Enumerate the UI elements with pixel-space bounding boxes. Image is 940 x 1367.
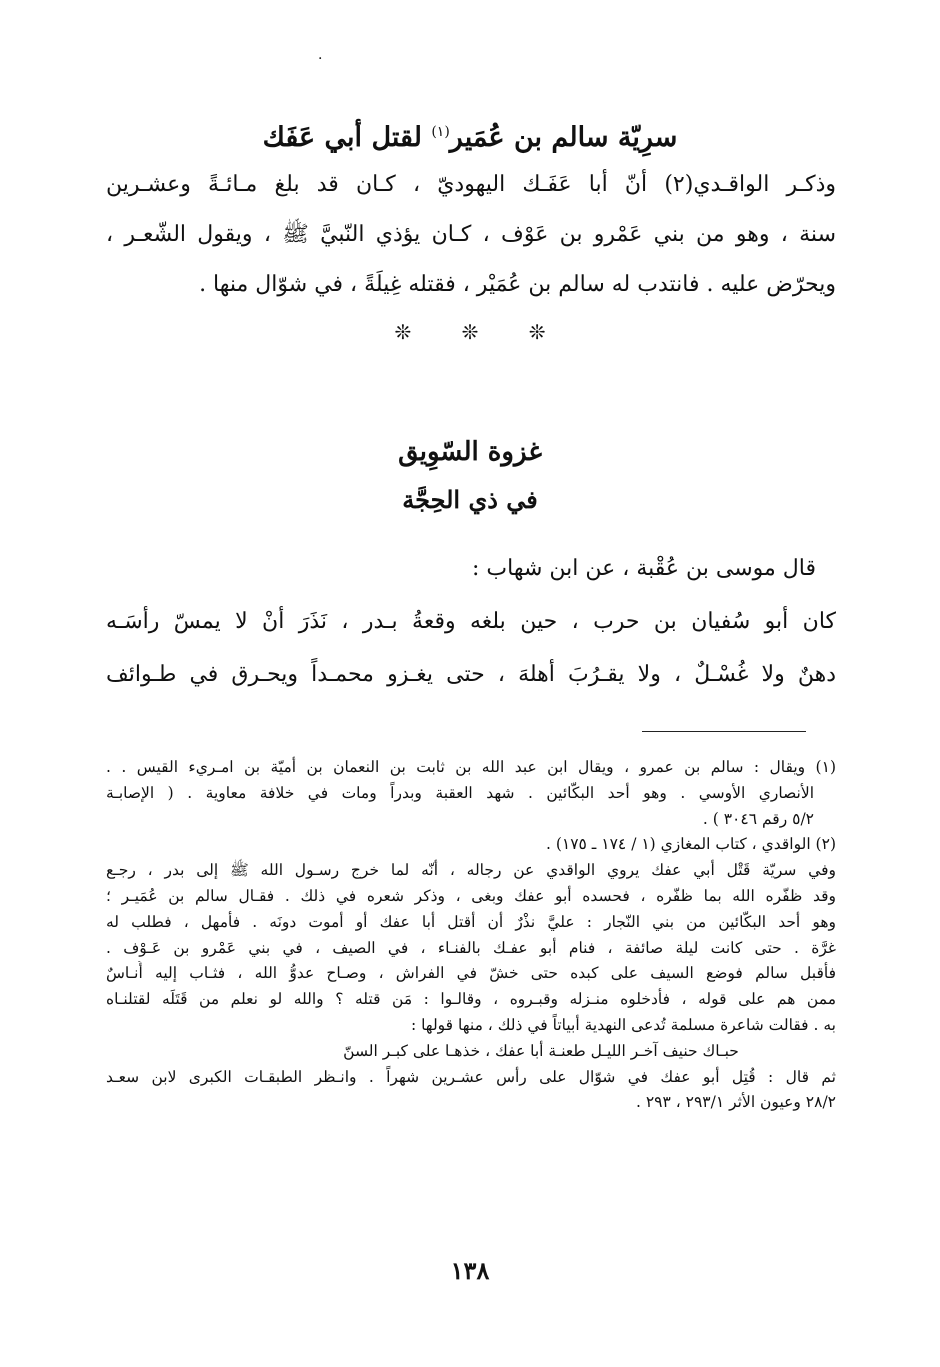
footnote-line: فأقبل سالم فوضع السيف على كبده حتى خشّ في الفراش ، وصـاح عدوُّ الله ، فثـاب إليه أُنـاسٌ	[106, 964, 836, 983]
footnote-line: ممن هم على قوله ، فأدخلوه منـزله وقبـروه ، وقالـوا : مَن قتله ؟ والله لو نعلم من قَتَلَه لقتلنـاه	[106, 990, 836, 1009]
section-separator	[0, 320, 940, 344]
section-subheading-date: في ذي الحِجَّة	[402, 485, 538, 514]
footnotes	[106, 755, 836, 1116]
footnote-divider	[642, 731, 806, 732]
footnote-line: وفي سريّة قَتْل أبي عفك يروي الواقدي عن رجاله ، أنّه لما خرج رسـول الله ﷺ إلى بدر ، رجـع	[106, 861, 836, 880]
footnote-line: وقد ظفّره الله بما ظفّره ، فحسده أبو عفك وبغى ، وذكر شعره في ذلك . فقـال سالم بن عُمَيـر ؛	[106, 886, 836, 905]
footnote-line: (١) ويقال : سالم بن عمرو ، ويقال ابن عبد الله بن ثابت بن النعمان بن أميّة بن امـريء القيس . .	[106, 758, 836, 776]
heading-text-after: لقتل أبي عَفَك	[262, 122, 432, 153]
separator-star: ❊	[528, 320, 546, 344]
paragraph-line: قال موسى بن عُقْبة ، عن ابن شهاب :	[472, 556, 816, 581]
separator-star: ❊	[461, 320, 479, 344]
paragraph-line: كان أبو سُفيان بن حرب ، حين بلغه وقعةُ بـدر ، نَذَرَ أنْ لا يمسّ رأسَـه	[106, 609, 836, 634]
paragraph-line: دهنٌ ولا غُسْـلٌ ، ولا يقـرُبَ أهلهَ ، حتى يغـزو محمـداً ويحـرق في طـوائف	[106, 662, 836, 687]
paragraph-line: وذكـر الواقـدي(٢) أنّ أبا عَفَـك اليهوديّ ، كـان قد بلغ مـائـةً وعشـرين	[106, 172, 836, 197]
ink-dot: ·	[318, 51, 323, 67]
footnote-ref-1: (١)	[431, 124, 450, 140]
paragraph-line: سنة ، وهو من بني عَمْرو بن عَوْف ، كـان يؤذي النّبيَّ ﷺ ، ويقول الشّعـر ،	[106, 222, 836, 247]
section-heading-sariyya	[105, 112, 835, 158]
section2-paragraph	[106, 544, 836, 700]
footnote-line: غرَّة . حتى كانت ليلة صائفة ، فنام أبو عفـك بالفنـاء ، في الصيف ، في بني عَمْرو بن عَـوْف .	[106, 938, 836, 957]
page-number: ١٣٨	[450, 1256, 490, 1285]
paragraph-line: ويحرّض عليه . فانتدب له سالم بن عُمَيْر ، فقتله غِيلَةً ، في شوّال منها .	[199, 272, 836, 297]
footnote-verse: حبـاك حنيف آخـر الليـل طعنـة أبا عفك ، خذهـا على كبـر السنّ	[343, 1041, 739, 1060]
footnote-line: ثم قال : قُتِل أبو عفك في شوّال على رأس عشـرين شهراً . وانـظر الطبقـات الكبرى لابن سعـد	[106, 1067, 836, 1086]
heading-text: سرِيّة سالم بن عُمَير	[449, 122, 678, 153]
footnote-line: وهو أحد البكّائين من بني النّجار : عليَّ نذْرٌ أن أقتل أبا عفك أو أموت دونَه . فأمهل ، فطلب له	[106, 912, 836, 931]
separator-star: ❊	[394, 320, 412, 344]
section-heading-sawiq: غزوة السّوِيق	[398, 437, 542, 467]
footnote-line: الأنصاري الأوسي . وهو أحد البكّائين . شهد العقبة وبدراً ومات في خلافة معاوية . ( الإصابـة	[106, 783, 814, 802]
footnote-line: (٢) الواقدي ، كتاب المغازي (١ / ١٧٤ ـ ١٧٥) .	[545, 835, 836, 854]
footnote-line: ٢٨/٢ وعيون الأثر ٢٩٣/١ ، ٢٩٣ .	[635, 1093, 836, 1112]
section1-paragraph	[106, 160, 836, 310]
footnote-line: به . فقالت شاعرة مسلمة تُدعى النهدية أبياتاً في ذلك ، منها قولها :	[410, 1015, 836, 1034]
footnote-line: ٥/٢ رقم ٣٠٤٦ ) .	[702, 809, 814, 828]
